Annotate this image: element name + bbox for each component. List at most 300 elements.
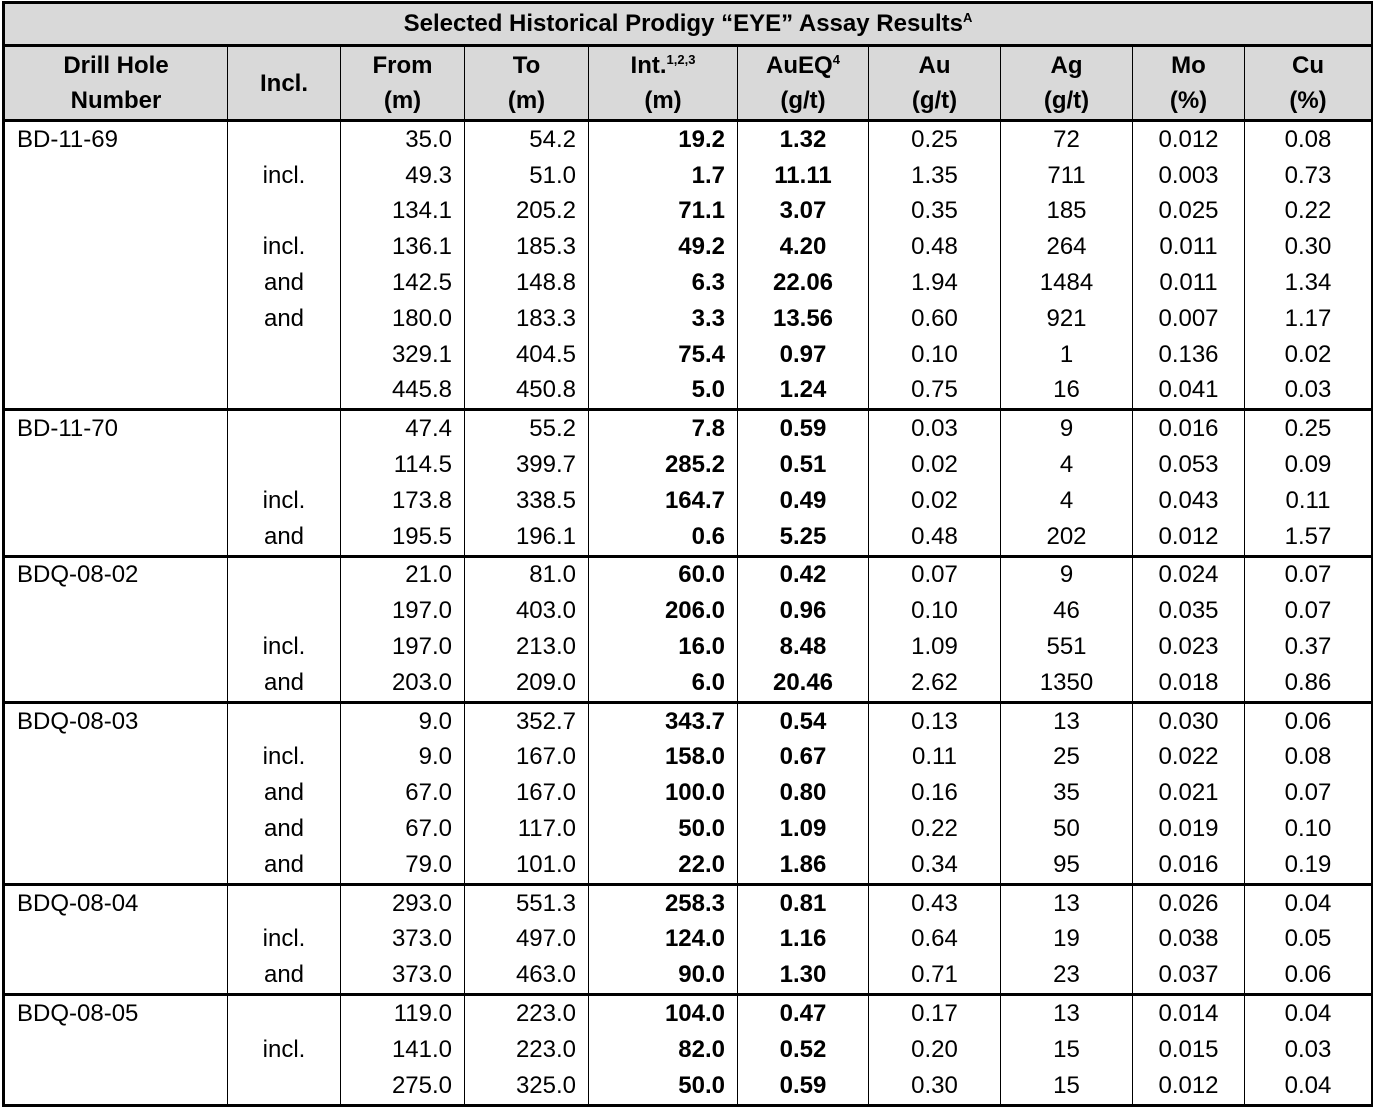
interval-cell: 124.0 [589,922,738,958]
aueq-cell: 0.54 [738,702,869,739]
table-row [4,1032,1373,1068]
cu-cell: 1.57 [1245,519,1373,556]
to-cell: 213.0 [465,629,589,665]
incl-cell: and [228,775,341,811]
incl-cell [228,194,341,230]
ag-cell: 35 [1001,775,1133,811]
ag-cell: 185 [1001,194,1133,230]
interval-cell: 50.0 [589,1068,738,1105]
ag-cell: 19 [1001,922,1133,958]
ag-cell: 551 [1001,629,1133,665]
incl-cell: incl. [228,483,341,519]
ag-cell: 13 [1001,884,1133,921]
from-cell: 197.0 [341,629,465,665]
column-header-label: Au [918,52,951,79]
to-cell: 117.0 [465,811,589,847]
mo-cell: 0.021 [1133,775,1245,811]
ag-cell: 15 [1001,1068,1133,1105]
column-header-footnote: 4 [832,52,840,67]
from-cell: 114.5 [341,447,465,483]
cu-cell: 0.07 [1245,775,1373,811]
column-header-unit: (m) [383,87,422,114]
from-cell: 195.5 [341,519,465,556]
table-row [4,556,1373,593]
interval-cell: 158.0 [589,740,738,776]
mo-cell: 0.037 [1133,957,1245,994]
incl-cell: and [228,265,341,301]
table-row [4,702,1373,739]
ag-cell: 95 [1001,847,1133,884]
incl-cell: and [228,301,341,337]
column-header-label: Cu [1292,52,1324,79]
from-cell: 136.1 [341,229,465,265]
column-header-unit: (m) [507,87,546,114]
from-cell: 9.0 [341,740,465,776]
to-cell: 55.2 [465,410,589,447]
incl-cell [228,884,341,921]
interval-cell: 22.0 [589,847,738,884]
mo-cell: 0.022 [1133,740,1245,776]
interval-cell: 75.4 [589,337,738,373]
mo-cell: 0.043 [1133,483,1245,519]
drill-hole-cell [4,1032,228,1068]
table-row [4,847,1373,884]
from-cell: 49.3 [341,158,465,194]
drill-hole-cell [4,593,228,629]
aueq-cell: 0.52 [738,1032,869,1068]
table-title-footnote: A [962,10,973,25]
aueq-cell: 13.56 [738,301,869,337]
table-row [4,957,1373,994]
cu-cell: 0.11 [1245,483,1373,519]
table-row [4,995,1373,1032]
cu-cell: 0.07 [1245,593,1373,629]
aueq-cell: 11.11 [738,158,869,194]
drill-hole-cell [4,811,228,847]
drill-hole-cell [4,447,228,483]
table-row [4,194,1373,230]
column-header-cu [1245,46,1373,121]
au-cell: 1.09 [869,629,1001,665]
drill-hole-cell [4,483,228,519]
to-cell: 51.0 [465,158,589,194]
to-cell: 223.0 [465,1032,589,1068]
incl-cell: incl. [228,629,341,665]
table-row [4,922,1373,958]
table-row [4,337,1373,373]
table-row [4,265,1373,301]
drill-hole-cell [4,337,228,373]
cu-cell: 0.08 [1245,121,1373,158]
to-cell: 223.0 [465,995,589,1032]
to-cell: 551.3 [465,884,589,921]
incl-cell [228,337,341,373]
interval-cell: 5.0 [589,373,738,410]
interval-cell: 50.0 [589,811,738,847]
column-header-unit: (m) [644,87,682,114]
column-header-to [465,46,589,121]
to-cell: 497.0 [465,922,589,958]
interval-cell: 164.7 [589,483,738,519]
column-header-unit: (g/t) [780,87,826,114]
incl-cell: incl. [228,1032,341,1068]
interval-cell: 285.2 [589,447,738,483]
from-cell: 197.0 [341,593,465,629]
column-header-unit: Number [70,87,162,114]
ag-cell: 13 [1001,995,1133,1032]
au-cell: 0.20 [869,1032,1001,1068]
interval-cell: 71.1 [589,194,738,230]
interval-cell: 6.0 [589,665,738,702]
mo-cell: 0.011 [1133,229,1245,265]
mo-cell: 0.019 [1133,811,1245,847]
incl-cell: incl. [228,740,341,776]
au-cell: 0.71 [869,957,1001,994]
cu-cell: 0.19 [1245,847,1373,884]
cu-cell: 0.86 [1245,665,1373,702]
cu-cell: 0.73 [1245,158,1373,194]
ag-cell: 16 [1001,373,1133,410]
from-cell: 373.0 [341,957,465,994]
aueq-cell: 1.86 [738,847,869,884]
ag-cell: 4 [1001,447,1133,483]
ag-cell: 4 [1001,483,1133,519]
table-row [4,121,1373,158]
au-cell: 0.13 [869,702,1001,739]
incl-cell [228,593,341,629]
mo-cell: 0.007 [1133,301,1245,337]
incl-cell [228,1068,341,1105]
column-header-interval [589,46,738,121]
incl-cell: and [228,957,341,994]
au-cell: 0.34 [869,847,1001,884]
to-cell: 404.5 [465,337,589,373]
cu-cell: 0.25 [1245,410,1373,447]
aueq-cell: 8.48 [738,629,869,665]
ag-cell: 9 [1001,410,1133,447]
cu-cell: 0.07 [1245,556,1373,593]
mo-cell: 0.012 [1133,1068,1245,1105]
incl-cell: and [228,665,341,702]
au-cell: 0.16 [869,775,1001,811]
mo-cell: 0.053 [1133,447,1245,483]
aueq-cell: 5.25 [738,519,869,556]
au-cell: 0.10 [869,593,1001,629]
to-cell: 183.3 [465,301,589,337]
interval-cell: 104.0 [589,995,738,1032]
from-cell: 9.0 [341,702,465,739]
ag-cell: 921 [1001,301,1133,337]
drill-hole-cell [4,665,228,702]
mo-cell: 0.030 [1133,702,1245,739]
cu-cell: 0.02 [1245,337,1373,373]
incl-cell [228,121,341,158]
column-header-footnote: 1,2,3 [666,52,696,67]
ag-cell: 711 [1001,158,1133,194]
cu-cell: 1.17 [1245,301,1373,337]
drill-hole-cell [4,229,228,265]
column-header-label: From [372,52,433,79]
interval-cell: 258.3 [589,884,738,921]
drill-hole-cell [4,629,228,665]
au-cell: 0.10 [869,337,1001,373]
interval-cell: 100.0 [589,775,738,811]
ag-cell: 9 [1001,556,1133,593]
incl-cell: and [228,519,341,556]
column-header-incl [228,46,341,121]
cu-cell: 0.10 [1245,811,1373,847]
column-header-drill-hole [4,46,228,121]
drill-hole-cell [4,740,228,776]
au-cell: 0.17 [869,995,1001,1032]
table-row [4,811,1373,847]
to-cell: 148.8 [465,265,589,301]
aueq-cell: 3.07 [738,194,869,230]
mo-cell: 0.025 [1133,194,1245,230]
to-cell: 167.0 [465,775,589,811]
drill-hole-cell [4,957,228,994]
aueq-cell: 4.20 [738,229,869,265]
mo-cell: 0.003 [1133,158,1245,194]
interval-cell: 6.3 [589,265,738,301]
from-cell: 293.0 [341,884,465,921]
from-cell: 180.0 [341,301,465,337]
interval-cell: 49.2 [589,229,738,265]
au-cell: 1.35 [869,158,1001,194]
cu-cell: 0.05 [1245,922,1373,958]
incl-cell [228,373,341,410]
table-row [4,1068,1373,1105]
cu-cell: 1.34 [1245,265,1373,301]
interval-cell: 82.0 [589,1032,738,1068]
mo-cell: 0.011 [1133,265,1245,301]
ag-cell: 50 [1001,811,1133,847]
au-cell: 0.43 [869,884,1001,921]
incl-cell: incl. [228,922,341,958]
table-row [4,775,1373,811]
drill-hole-cell [4,194,228,230]
drill-hole-cell [4,265,228,301]
mo-cell: 0.023 [1133,629,1245,665]
aueq-cell: 0.59 [738,410,869,447]
mo-cell: 0.035 [1133,593,1245,629]
column-header-unit: (%) [1289,87,1327,114]
to-cell: 81.0 [465,556,589,593]
to-cell: 209.0 [465,665,589,702]
from-cell: 445.8 [341,373,465,410]
aueq-cell: 0.59 [738,1068,869,1105]
interval-cell: 206.0 [589,593,738,629]
au-cell: 0.30 [869,1068,1001,1105]
aueq-cell: 0.80 [738,775,869,811]
mo-cell: 0.015 [1133,1032,1245,1068]
from-cell: 329.1 [341,337,465,373]
table-row [4,483,1373,519]
column-header-row [4,46,1373,121]
from-cell: 21.0 [341,556,465,593]
from-cell: 79.0 [341,847,465,884]
table-row [4,301,1373,337]
interval-cell: 16.0 [589,629,738,665]
au-cell: 0.07 [869,556,1001,593]
ag-cell: 25 [1001,740,1133,776]
to-cell: 450.8 [465,373,589,410]
drill-hole-cell [4,519,228,556]
table-row [4,447,1373,483]
mo-cell: 0.012 [1133,121,1245,158]
column-header-mo [1133,46,1245,121]
column-header-label: Mo [1171,52,1206,79]
drill-hole-cell [4,158,228,194]
au-cell: 0.22 [869,811,1001,847]
ag-cell: 13 [1001,702,1133,739]
aueq-cell: 0.42 [738,556,869,593]
from-cell: 275.0 [341,1068,465,1105]
column-header-ag [1001,46,1133,121]
au-cell: 0.11 [869,740,1001,776]
aueq-cell: 0.49 [738,483,869,519]
aueq-cell: 0.67 [738,740,869,776]
to-cell: 403.0 [465,593,589,629]
ag-cell: 46 [1001,593,1133,629]
aueq-cell: 1.30 [738,957,869,994]
table-row [4,665,1373,702]
table-row [4,158,1373,194]
aueq-cell: 0.96 [738,593,869,629]
table-row [4,593,1373,629]
mo-cell: 0.136 [1133,337,1245,373]
drill-hole-cell: BDQ-08-02 [4,556,228,593]
incl-cell: and [228,811,341,847]
cu-cell: 0.03 [1245,373,1373,410]
table-row [4,740,1373,776]
mo-cell: 0.016 [1133,410,1245,447]
from-cell: 119.0 [341,995,465,1032]
mo-cell: 0.038 [1133,922,1245,958]
to-cell: 338.5 [465,483,589,519]
cu-cell: 0.22 [1245,194,1373,230]
interval-cell: 343.7 [589,702,738,739]
au-cell: 0.60 [869,301,1001,337]
ag-cell: 202 [1001,519,1133,556]
mo-cell: 0.024 [1133,556,1245,593]
drill-hole-cell [4,373,228,410]
table-title-text: Selected Historical Prodigy “EYE” Assay Results [403,10,963,37]
mo-cell: 0.026 [1133,884,1245,921]
from-cell: 142.5 [341,265,465,301]
mo-cell: 0.041 [1133,373,1245,410]
aueq-cell: 1.16 [738,922,869,958]
mo-cell: 0.016 [1133,847,1245,884]
to-cell: 205.2 [465,194,589,230]
au-cell: 0.48 [869,229,1001,265]
incl-cell: incl. [228,158,341,194]
to-cell: 101.0 [465,847,589,884]
table-row [4,519,1373,556]
column-header-label: To [512,52,541,79]
to-cell: 54.2 [465,121,589,158]
table-row [4,410,1373,447]
mo-cell: 0.018 [1133,665,1245,702]
from-cell: 67.0 [341,775,465,811]
interval-cell: 60.0 [589,556,738,593]
incl-cell [228,447,341,483]
aueq-cell: 0.97 [738,337,869,373]
drill-hole-cell: BDQ-08-04 [4,884,228,921]
aueq-cell: 1.09 [738,811,869,847]
au-cell: 2.62 [869,665,1001,702]
to-cell: 196.1 [465,519,589,556]
column-header-unit: (g/t) [911,87,958,114]
from-cell: 373.0 [341,922,465,958]
cu-cell: 0.06 [1245,702,1373,739]
aueq-cell: 20.46 [738,665,869,702]
column-header-label: Ag [1050,52,1083,79]
drill-hole-cell [4,301,228,337]
incl-cell: incl. [228,229,341,265]
aueq-cell: 1.24 [738,373,869,410]
from-cell: 35.0 [341,121,465,158]
table-row [4,373,1373,410]
ag-cell: 15 [1001,1032,1133,1068]
cu-cell: 0.04 [1245,995,1373,1032]
column-header-label: Int. [630,52,667,79]
from-cell: 203.0 [341,665,465,702]
from-cell: 173.8 [341,483,465,519]
au-cell: 0.03 [869,410,1001,447]
drill-hole-cell [4,775,228,811]
column-header-unit: (g/t) [1043,87,1090,114]
incl-cell [228,995,341,1032]
aueq-cell: 22.06 [738,265,869,301]
to-cell: 185.3 [465,229,589,265]
incl-cell: and [228,847,341,884]
interval-cell: 7.8 [589,410,738,447]
incl-cell [228,702,341,739]
cu-cell: 0.06 [1245,957,1373,994]
au-cell: 0.64 [869,922,1001,958]
table-title [4,3,1373,46]
interval-cell: 19.2 [589,121,738,158]
cu-cell: 0.30 [1245,229,1373,265]
mo-cell: 0.012 [1133,519,1245,556]
drill-hole-cell [4,922,228,958]
au-cell: 1.94 [869,265,1001,301]
column-header-label: AuEQ [766,52,833,79]
ag-cell: 1484 [1001,265,1133,301]
aueq-cell: 0.51 [738,447,869,483]
cu-cell: 0.04 [1245,884,1373,921]
assay-results-table [2,1,1373,1107]
to-cell: 167.0 [465,740,589,776]
column-header-au [869,46,1001,121]
au-cell: 0.02 [869,447,1001,483]
cu-cell: 0.03 [1245,1032,1373,1068]
cu-cell: 0.09 [1245,447,1373,483]
from-cell: 134.1 [341,194,465,230]
aueq-cell: 1.32 [738,121,869,158]
au-cell: 0.48 [869,519,1001,556]
drill-hole-cell [4,1068,228,1105]
interval-cell: 1.7 [589,158,738,194]
interval-cell: 0.6 [589,519,738,556]
to-cell: 463.0 [465,957,589,994]
cu-cell: 0.37 [1245,629,1373,665]
drill-hole-cell: BD-11-69 [4,121,228,158]
interval-cell: 90.0 [589,957,738,994]
table-body [4,121,1373,1106]
column-header-aueq [738,46,869,121]
